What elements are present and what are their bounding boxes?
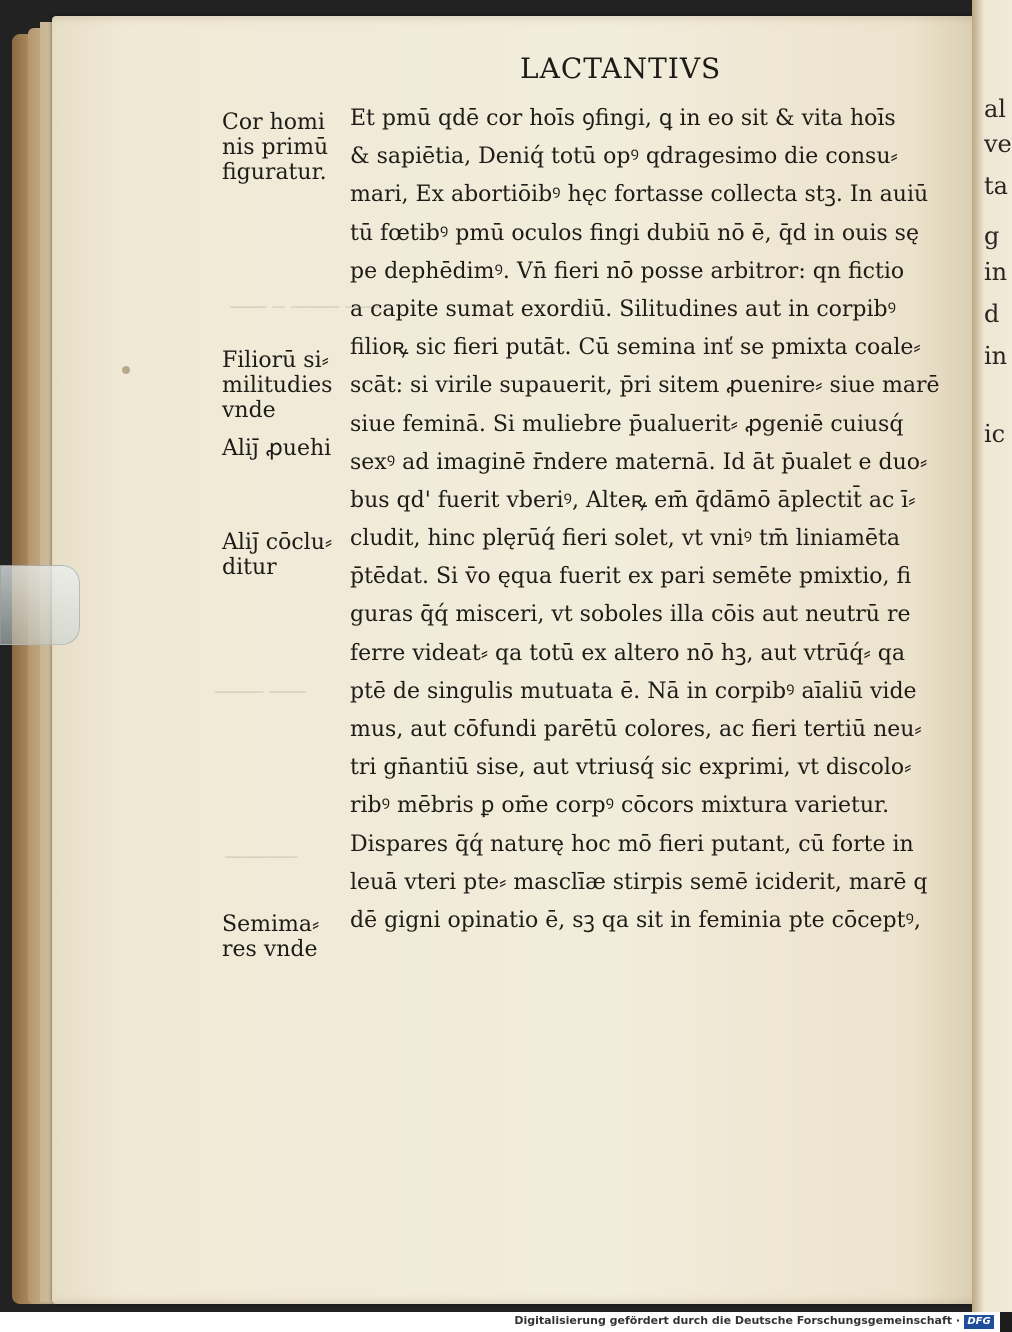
facing-letters: g [984,222,1000,250]
text-line: scāt: si virile supauerit, p̄ri sitem ꝓuenire⸗ siue marē [350,373,940,399]
text-line: p̄tēdat. Si v̄o ęqua fuerit ex pari semēte pmixtio, fi [350,564,912,590]
note-line: Semima⸗ [222,912,320,937]
marginal-note [222,530,347,580]
running-head: LACTANTIVS [520,52,722,85]
text-line: filioꝶ sic fieri putāt. Cū semina inť se pmixta coale⸗ [350,335,921,361]
text-line: ribꝰ mēbris ꝑ om̄e corpꝰ cōcors mixtura varietur. [350,793,890,819]
text-line: & sapiētia, Deniq́ totū opꝰ qdragesimo die consu⸗ [350,144,898,170]
note-line: ditur [222,555,277,580]
facing-letters: ta [984,172,1008,200]
text-line: guras q̄q́ misceri, vt soboles illa cōis aut neutrū re [350,602,911,628]
note-line: vnde [222,398,276,423]
facing-letters: al [984,95,1006,123]
funding-credit: Digitalisierung gefördert durch die Deutsche Forschungsgemeinschaft · [514,1314,960,1327]
text-line: mari, Ex abortiōibꝰ hęc fortasse collecta stꝫ. In auiū [350,182,929,208]
text-line: Dispares q̄q́ naturę hoc mō fieri putant, cū forte in [350,831,914,857]
text-line: ferre videat⸗ qa totū ex altero nō hꝫ, aut vtrūq́⸗ qa [350,640,906,666]
text-line: Et pmū qdē cor hoīs ꝯfingi, ꝗ in eo sit & vita hoīs [350,106,896,131]
page-clip [0,565,80,645]
text-line: cludit, hinc plęrūq́ fieri solet, vt vniꝰ tm̄ liniamēta [350,526,900,552]
text-line: a capite sumat exordiū. Silitudines aut in corpibꝰ [350,296,897,322]
facing-letters: in [984,258,1008,286]
facing-letters: in [984,342,1008,370]
dfg-logo[interactable]: DFG [964,1315,994,1329]
show-through: ──── ─── [215,680,306,704]
text-line: dē gigni opinatio ē, sꝫ qa sit in feminia pte cōceptꝰ, [350,907,921,933]
note-line: Filiorū si⸗ [222,348,329,373]
text-line: leuā vteri pte⸗ masclīæ stirpis semē iciderit, marē q [350,869,928,895]
show-through: ────── [225,845,298,869]
note-line: militudies [222,373,333,398]
marginal-note [222,110,347,185]
facing-letters: d [984,300,1000,328]
note-line: Aliȷ̄ cōclu⸗ [222,530,333,555]
text-line: tri gn̄antiū sise, aut vtriusq́ sic exprimi, vt discolo⸗ [350,755,912,781]
note-line: nis primū [222,135,329,160]
note-line: figuratur. [222,160,327,185]
note-line: res vnde [222,937,318,962]
text-line: ptē de singulis mutuata ē. Nā in corpibꝰ aīaliū vide [350,678,917,704]
paper-spot [122,366,130,374]
marginal-note [222,436,347,461]
footer-bar [0,1312,1000,1332]
facing-page [972,0,1012,1312]
text-line: tū fœtibꝰ pmū oculos fingi dubiū nō ē, q̄d in ouis sę [350,220,919,246]
facing-letters: ic [984,420,1006,448]
text-line: mus, aut cōfundi parētū colores, ac fieri tertiū neu⸗ [350,717,922,742]
text-line: pe dephēdimꝰ. Vn̄ fieri nō posse arbitror: qn fictio [350,258,905,284]
text-line: sexꝰ ad imaginē r̄ndere maternā. Id āt p̄ualet e duo⸗ [350,449,928,475]
note-line: Cor homi [222,110,325,135]
facing-letters: ve [984,130,1012,158]
note-line: Aliȷ̄ ꝓuehi [222,436,332,461]
text-line: siue feminā. Si muliebre p̄ualuerit⸗ ꝓgeniē cuiusq́ [350,411,904,437]
marginal-note [222,348,347,423]
main-text-block [350,100,940,940]
text-line: bus qd' fuerit vberiꝰ, Alteꝶ em̄ q̄dāmō āplectit̄ ac ī⸗ [350,487,916,513]
marginal-note [222,912,347,962]
show-through: ─── ─ ──── ─── [230,295,382,319]
